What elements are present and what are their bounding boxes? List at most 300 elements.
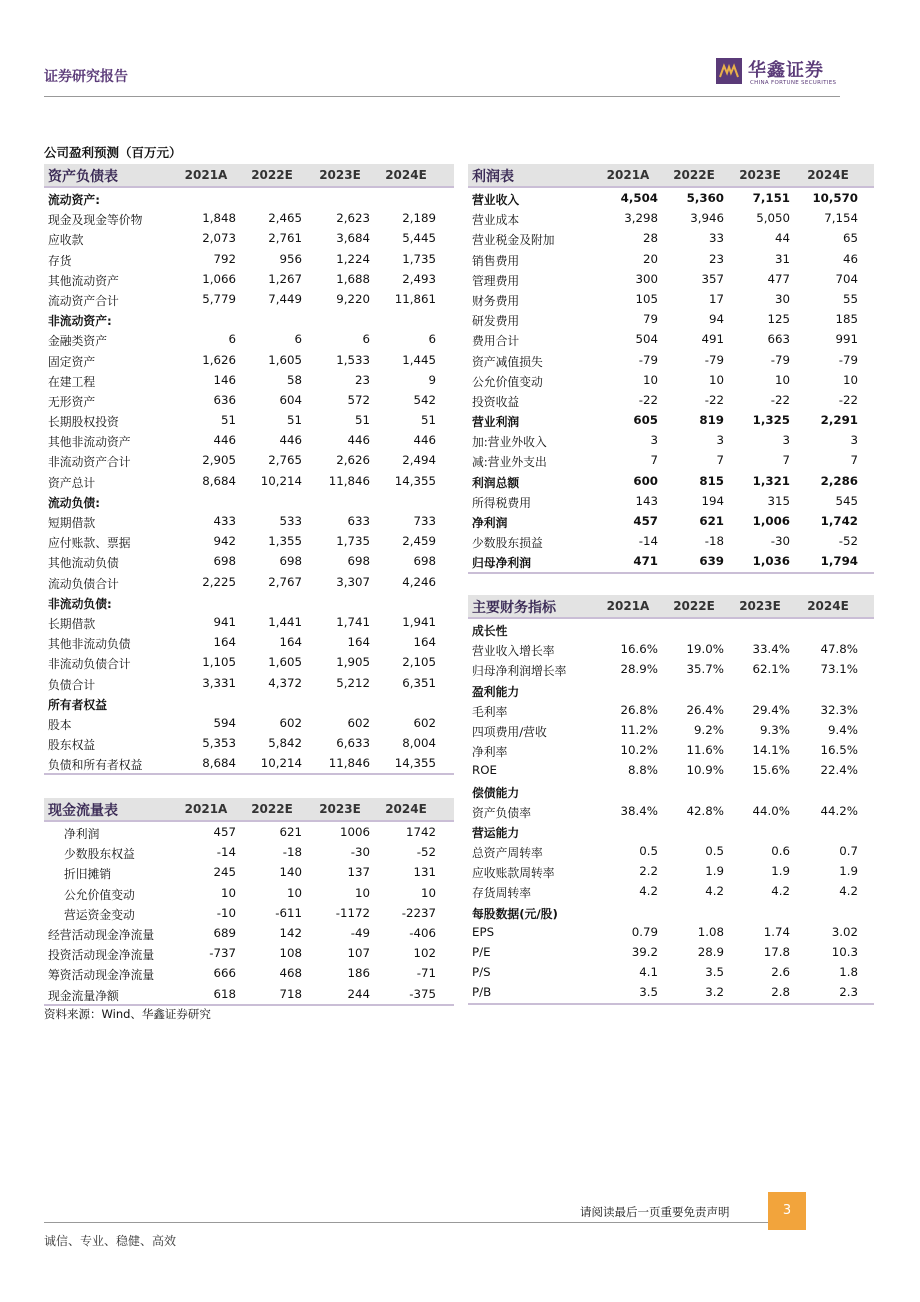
row-label: 资产总计 <box>48 475 96 490</box>
row-value: 14,355 <box>394 756 436 771</box>
row-value: 31 <box>774 251 790 266</box>
row-value: 1,605 <box>268 352 302 367</box>
table-row <box>44 652 454 672</box>
row-label: 营运资金变动 <box>64 907 135 922</box>
row-value: 698 <box>347 554 370 569</box>
year-header: 2023E <box>319 802 361 816</box>
header-divider <box>44 96 840 97</box>
row-value: 0.6 <box>771 844 790 859</box>
row-value: 5,212 <box>336 675 370 690</box>
row-value: 3,298 <box>624 211 658 226</box>
table-row <box>44 733 454 753</box>
row-value: 62.1% <box>752 662 790 677</box>
row-label: 流动资产: <box>48 193 100 207</box>
row-label: 成长性 <box>472 624 508 638</box>
row-value: 73.1% <box>820 662 858 677</box>
table-row <box>44 370 454 390</box>
row-value: 28.9% <box>620 662 658 677</box>
row-value: 2,905 <box>202 453 236 468</box>
row-label: 盈利能力 <box>472 684 520 699</box>
row-label: 应收款 <box>48 233 84 248</box>
row-value: 131 <box>413 865 436 880</box>
table-row <box>44 350 454 370</box>
table-row <box>44 592 454 612</box>
row-value: 10 <box>420 885 436 900</box>
row-value: 636 <box>213 392 236 407</box>
row-value: 471 <box>633 554 658 569</box>
row-value: 3,331 <box>202 675 236 690</box>
row-value: -737 <box>209 946 236 961</box>
row-value: 0.7 <box>839 844 858 859</box>
table-row <box>468 228 874 248</box>
year-header: 2023E <box>739 168 781 182</box>
row-value: 457 <box>213 825 236 839</box>
row-value: 4.2 <box>705 884 724 899</box>
row-value: 10.3 <box>831 945 858 959</box>
row-value: 5,842 <box>268 736 302 751</box>
row-value: 10 <box>642 372 658 387</box>
row-value: 7,449 <box>268 291 302 306</box>
row-value: 22.4% <box>820 763 858 778</box>
row-label: 营业利润 <box>472 415 520 430</box>
table-bottom-rule <box>468 572 874 574</box>
table-row <box>44 693 454 713</box>
row-value: 164 <box>213 635 236 650</box>
row-value: 605 <box>633 413 658 428</box>
section-title: 公司盈利预测（百万元） <box>44 145 182 160</box>
row-label: 资产减值损失 <box>472 354 543 369</box>
row-value: 1,605 <box>268 655 302 670</box>
row-value: 446 <box>213 433 236 448</box>
row-value: 11.2% <box>620 722 658 737</box>
row-label: ROE <box>472 763 497 778</box>
row-label: 存货周转率 <box>472 886 531 901</box>
row-value: 5,050 <box>756 211 790 226</box>
row-value: 51 <box>220 413 236 428</box>
table-row <box>468 982 874 1002</box>
row-value: 1,267 <box>268 271 302 286</box>
row-value: 533 <box>279 514 302 528</box>
row-value: 446 <box>279 433 302 448</box>
row-label: 折旧摊销 <box>64 867 112 882</box>
table-row <box>468 801 874 821</box>
row-value: 689 <box>213 925 236 940</box>
row-value: 604 <box>279 392 302 407</box>
table-row <box>44 269 454 289</box>
income-statement-table <box>468 164 874 574</box>
row-value: 2,189 <box>402 211 436 226</box>
row-value: 1006 <box>339 825 370 839</box>
row-value: -22 <box>770 392 790 407</box>
row-label: 非流动资产合计 <box>48 455 131 470</box>
row-value: 4,246 <box>402 574 436 589</box>
row-value: 185 <box>835 312 858 327</box>
row-label: 流动资产合计 <box>48 293 119 308</box>
table-row <box>44 410 454 430</box>
row-value: 1,441 <box>268 614 302 629</box>
row-value: 2,494 <box>402 453 436 468</box>
row-label: 公允价值变动 <box>64 887 135 902</box>
row-label: 负债和所有者权益 <box>48 758 143 773</box>
row-value: 600 <box>633 473 658 488</box>
row-value: 8,004 <box>402 736 436 751</box>
row-label: 在建工程 <box>48 374 96 389</box>
row-value: 10 <box>774 372 790 387</box>
table-row <box>44 551 454 571</box>
row-value: 594 <box>213 715 236 730</box>
row-value: 11,846 <box>328 756 370 771</box>
row-value: -52 <box>838 534 858 549</box>
row-value: 1,941 <box>402 614 436 629</box>
row-value: 1,626 <box>202 352 236 367</box>
row-value: 602 <box>279 715 302 730</box>
table-row <box>468 841 874 861</box>
row-value: 164 <box>347 635 370 650</box>
table-row <box>44 923 454 943</box>
row-value: 14,355 <box>394 473 436 488</box>
row-value: 55 <box>842 291 858 306</box>
row-label: 应收账款周转率 <box>472 866 555 881</box>
row-value: 572 <box>347 392 370 407</box>
footer-slogan: 诚信、专业、稳健、高效 <box>44 1234 177 1248</box>
row-value: 639 <box>699 554 724 569</box>
row-value: -14 <box>216 845 236 860</box>
row-value: 2.3 <box>839 985 858 1000</box>
row-label: 其他非流动资产 <box>48 435 131 450</box>
row-value: 108 <box>279 946 302 961</box>
row-label: 负债合计 <box>48 677 96 692</box>
row-value: 433 <box>213 514 236 528</box>
row-value: 618 <box>213 986 236 1001</box>
row-value: 4.2 <box>839 884 858 899</box>
row-label: 加:营业外收入 <box>472 435 547 450</box>
year-header: 2024E <box>807 168 849 182</box>
row-label: 总资产周转率 <box>472 846 543 861</box>
table-row <box>44 249 454 269</box>
row-value: 5,445 <box>402 231 436 246</box>
row-label: 营业税金及附加 <box>472 233 555 248</box>
row-value: 3,684 <box>336 231 370 246</box>
row-value: 137 <box>347 865 370 880</box>
row-value: -22 <box>838 392 858 407</box>
row-value: 105 <box>635 291 658 306</box>
row-label: 归母净利润增长率 <box>472 664 567 679</box>
row-value: 4,504 <box>620 191 658 205</box>
row-label: 归母净利润 <box>472 556 531 571</box>
row-label: 净利润 <box>472 516 508 530</box>
row-value: 446 <box>413 433 436 448</box>
table-row <box>468 659 874 679</box>
row-value: 140 <box>279 865 302 880</box>
row-value: -375 <box>409 986 436 1001</box>
year-header: 2021A <box>184 802 228 816</box>
row-value: 2,493 <box>402 271 436 286</box>
row-value: -52 <box>416 845 436 860</box>
row-label: 股本 <box>48 717 72 732</box>
logo-icon <box>716 58 742 84</box>
table-row <box>44 753 454 773</box>
row-value: 29.4% <box>752 702 790 717</box>
table-row <box>44 572 454 592</box>
row-value: 698 <box>413 554 436 569</box>
table-row <box>468 700 874 720</box>
table-row <box>44 984 454 1004</box>
row-value: 2.8 <box>771 985 790 1000</box>
table-row <box>468 781 874 801</box>
row-value: 42.8% <box>686 803 724 818</box>
logo-text-cn: 华鑫证券 <box>748 60 824 81</box>
row-label: 现金流量净额 <box>48 988 119 1003</box>
data-source-note: 资料来源：Wind、华鑫证券研究 <box>44 1007 211 1021</box>
row-value: 7 <box>850 453 858 468</box>
row-label: 短期借款 <box>48 516 96 530</box>
table-row <box>468 410 874 430</box>
row-value: 468 <box>279 966 302 981</box>
row-value: 1.08 <box>697 924 724 939</box>
row-value: 1,105 <box>202 655 236 670</box>
row-value: 32.3% <box>820 702 858 717</box>
row-value: 102 <box>413 946 436 961</box>
row-value: 542 <box>413 392 436 407</box>
row-label: 股东权益 <box>48 738 96 753</box>
row-value: 7 <box>782 453 790 468</box>
year-header: 2023E <box>319 168 361 182</box>
table-row <box>468 942 874 962</box>
row-label: 其他流动资产 <box>48 273 119 288</box>
row-value: 9,220 <box>336 291 370 306</box>
row-value: 6 <box>228 332 236 347</box>
row-label: 费用合计 <box>472 334 520 349</box>
row-value: 244 <box>347 986 370 1001</box>
table-row <box>44 531 454 551</box>
row-label: 少数股东权益 <box>64 847 135 862</box>
table-row <box>468 821 874 841</box>
row-value: 1,848 <box>202 211 236 226</box>
row-value: 477 <box>767 271 790 286</box>
row-value: -22 <box>704 392 724 407</box>
table-row <box>44 208 454 228</box>
row-value: 1.9 <box>771 864 790 879</box>
row-value: 10,214 <box>260 756 302 771</box>
table-row <box>44 632 454 652</box>
row-value: -79 <box>838 352 858 367</box>
table-row <box>468 922 874 942</box>
row-value: 621 <box>279 825 302 839</box>
row-value: 79 <box>642 312 658 327</box>
row-value: -611 <box>275 905 302 920</box>
row-value: 3.02 <box>831 924 858 939</box>
row-value: 7,151 <box>752 191 790 205</box>
table-row <box>44 289 454 309</box>
row-value: 7 <box>716 453 724 468</box>
table-title: 现金流量表 <box>48 803 118 819</box>
table-row <box>468 861 874 881</box>
year-header: 2022E <box>673 599 715 613</box>
row-label: 长期股权投资 <box>48 415 119 430</box>
row-label: EPS <box>472 924 495 939</box>
table-row <box>44 390 454 410</box>
row-value: 1,735 <box>336 534 370 549</box>
year-header: 2024E <box>385 802 427 816</box>
row-value: 2,761 <box>268 231 302 246</box>
row-value: 6,633 <box>336 736 370 751</box>
table-row <box>468 350 874 370</box>
row-value: 5,353 <box>202 736 236 751</box>
row-label: 毛利率 <box>472 704 508 719</box>
row-label: 研发费用 <box>472 314 520 329</box>
row-label: 营业成本 <box>472 213 520 228</box>
row-value: -79 <box>770 352 790 367</box>
table-title: 主要财务指标 <box>472 600 556 616</box>
row-value: 194 <box>701 493 724 508</box>
row-value: 164 <box>413 635 436 650</box>
row-label: P/B <box>472 985 492 1000</box>
table-row <box>44 188 454 208</box>
row-label: 金融类资产 <box>48 334 107 349</box>
row-value: 146 <box>213 372 236 387</box>
row-value: 9 <box>428 372 436 387</box>
row-value: 698 <box>279 554 302 569</box>
table-row <box>44 842 454 862</box>
row-value: 10.2% <box>620 743 658 758</box>
row-value: 44.0% <box>752 803 790 818</box>
row-value: 2,765 <box>268 453 302 468</box>
table-row <box>44 430 454 450</box>
row-value: 9.3% <box>760 722 790 737</box>
row-value: 15.6% <box>752 763 790 778</box>
row-value: 44 <box>774 231 790 246</box>
table-row <box>468 471 874 491</box>
table-title: 利润表 <box>472 169 514 185</box>
table-row <box>44 862 454 882</box>
row-label: 偿债能力 <box>472 785 520 800</box>
row-value: 942 <box>213 534 236 549</box>
row-label: 应付账款、票据 <box>48 536 131 551</box>
row-label: 净利润 <box>64 827 100 841</box>
table-row <box>44 612 454 632</box>
row-value: 1,445 <box>402 352 436 367</box>
row-label: 净利率 <box>472 745 508 760</box>
table-row <box>44 903 454 923</box>
row-value: 10 <box>220 885 236 900</box>
row-label: 流动负债合计 <box>48 576 119 591</box>
row-value: 3,307 <box>336 574 370 589</box>
table-row <box>468 619 874 639</box>
row-value: 491 <box>701 332 724 347</box>
row-value: 2,465 <box>268 211 302 226</box>
row-value: 20 <box>642 251 658 266</box>
table-row <box>468 720 874 740</box>
row-value: 1.74 <box>763 924 790 939</box>
row-value: 1.9 <box>705 864 724 879</box>
row-value: 35.7% <box>686 662 724 677</box>
table-row <box>468 450 874 470</box>
row-value: 38.4% <box>620 803 658 818</box>
table-title: 资产负债表 <box>48 169 118 185</box>
row-value: 11,861 <box>394 291 436 306</box>
row-value: 245 <box>213 865 236 880</box>
row-value: 1,735 <box>402 251 436 266</box>
row-value: -10 <box>216 905 236 920</box>
row-value: 8,684 <box>202 756 236 771</box>
row-value: 633 <box>347 514 370 528</box>
row-label: 销售费用 <box>472 253 520 268</box>
row-value: 1,321 <box>752 473 790 488</box>
table-row <box>468 370 874 390</box>
row-value: 1,355 <box>268 534 302 549</box>
row-value: 8,684 <box>202 473 236 488</box>
table-row <box>468 309 874 329</box>
row-value: 44.2% <box>820 803 858 818</box>
row-label: P/S <box>472 965 491 980</box>
row-value: 47.8% <box>820 642 858 657</box>
row-value: 5,360 <box>686 191 724 205</box>
row-value: 1.8 <box>839 965 858 980</box>
row-value: 3.5 <box>639 985 658 1000</box>
row-value: 186 <box>347 966 370 981</box>
row-value: 11.6% <box>686 743 724 758</box>
year-header: 2022E <box>251 168 293 182</box>
row-value: 39.2 <box>631 945 658 959</box>
row-value: -1172 <box>335 905 370 920</box>
row-value: 6 <box>428 332 436 347</box>
row-value: 11,846 <box>328 473 370 488</box>
table-header <box>468 595 874 619</box>
row-label: 资产负债率 <box>472 805 531 820</box>
row-label: 少数股东损益 <box>472 536 543 551</box>
row-value: -2237 <box>401 905 436 920</box>
row-value: 602 <box>413 715 436 730</box>
key-metrics-table <box>468 595 874 1005</box>
row-value: 23 <box>354 372 370 387</box>
table-row <box>468 208 874 228</box>
row-value: 815 <box>699 473 724 488</box>
table-row <box>44 471 454 491</box>
row-value: 446 <box>347 433 370 448</box>
row-value: 3 <box>716 433 724 448</box>
table-row <box>468 491 874 511</box>
table-row <box>44 511 454 531</box>
row-value: 14.1% <box>752 743 790 758</box>
row-label: 公允价值变动 <box>472 374 543 389</box>
row-label: 营运能力 <box>472 825 520 840</box>
table-row <box>468 962 874 982</box>
row-value: 4.2 <box>639 884 658 899</box>
row-value: 0.5 <box>639 844 658 859</box>
row-value: 28.9 <box>697 945 724 959</box>
row-value: 0.79 <box>631 924 658 939</box>
row-value: 1,741 <box>336 614 370 629</box>
row-value: 107 <box>347 946 370 961</box>
row-value: 2,767 <box>268 574 302 589</box>
balance-sheet-table <box>44 164 454 775</box>
row-value: 1,688 <box>336 271 370 286</box>
row-label: 投资收益 <box>472 394 520 409</box>
row-label: P/E <box>472 945 491 959</box>
row-value: 1,325 <box>752 413 790 428</box>
row-value: 9.2% <box>694 722 724 737</box>
table-header <box>44 798 454 822</box>
row-label: 无形资产 <box>48 394 96 409</box>
row-value: 164 <box>279 635 302 650</box>
row-value: 991 <box>835 332 858 347</box>
row-value: 6 <box>294 332 302 347</box>
row-label: 筹资活动现金净流量 <box>48 968 155 983</box>
row-value: 698 <box>213 554 236 569</box>
row-value: 3 <box>850 433 858 448</box>
row-value: 33.4% <box>752 642 790 657</box>
table-row <box>468 680 874 700</box>
